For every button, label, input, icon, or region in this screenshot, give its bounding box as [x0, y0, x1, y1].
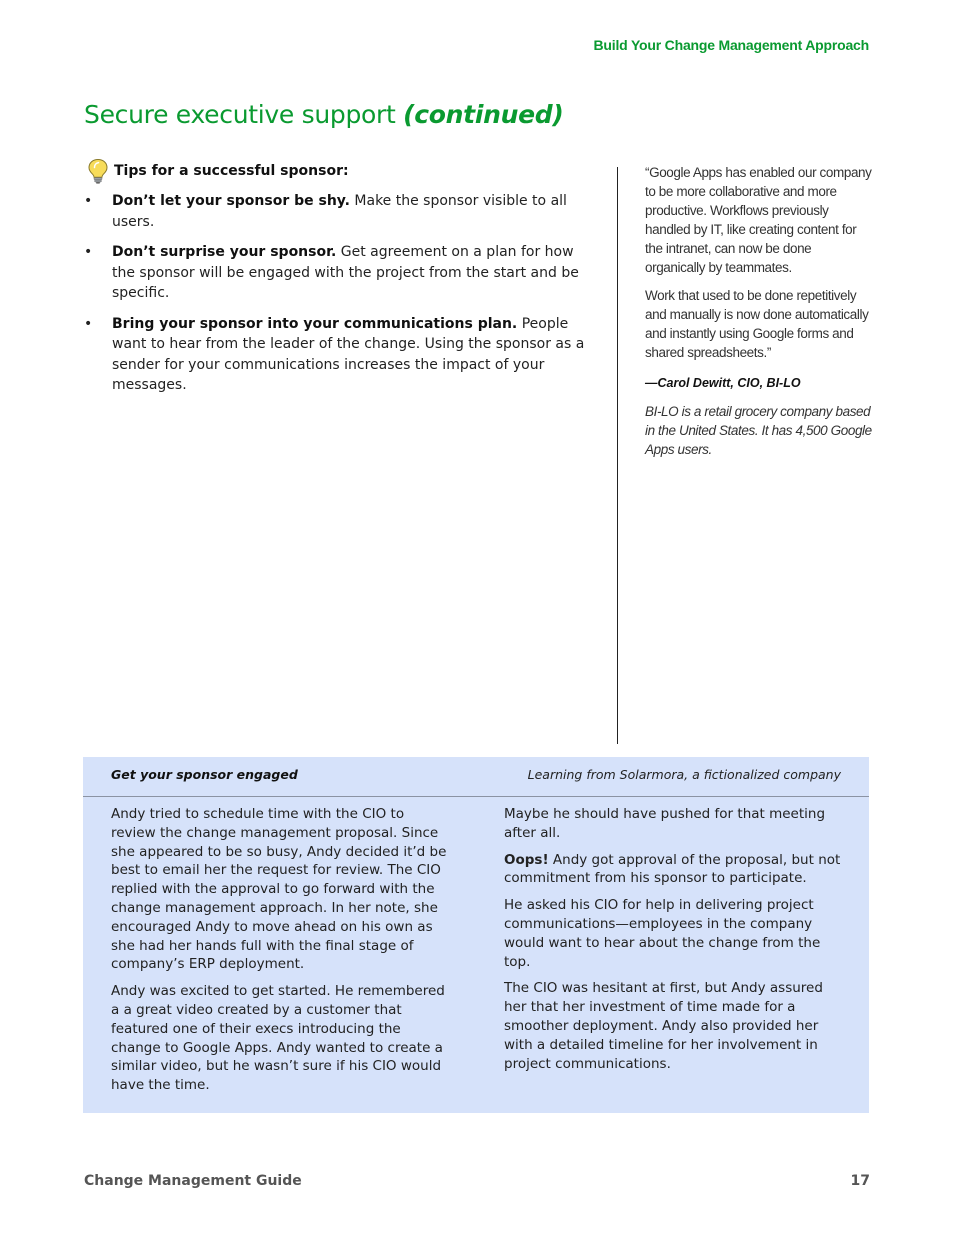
story-paragraph: The CIO was hesitant at first, but Andy assured her that her investment of time made for a smoother deployment. Andy also provided her with a detailed timeline for her involvement in project communications. — [504, 980, 823, 1072]
tip-text: Get agreement on a plan for how the sponsor will be engaged with the project from the start and be specific. — [112, 244, 579, 301]
quote-paragraph: Work that used to be done repetitively and manually is now done automatically and instantly using Google forms and shared spreadsheets.” — [645, 288, 869, 360]
title-main: Secure executive support — [84, 100, 396, 129]
quote-attribution: —Carol Dewitt, CIO, BI-LO — [645, 376, 801, 390]
tip-bold: Don’t surprise your sponsor. — [112, 244, 337, 260]
bullet-dot: • — [84, 244, 93, 260]
company-note: BI-LO is a retail grocery company based in the United States. It has 4,500 Google Apps users. — [645, 404, 872, 457]
tip-bold: Don’t let your sponsor be shy. — [112, 193, 350, 209]
tips-heading-label: Tips for a successful sponsor: — [114, 163, 349, 179]
story-header — [83, 757, 869, 797]
story-source: Learning from Solarmora, a fictionalized company — [527, 767, 841, 782]
tip-text: People want to hear from the leader of the change. Using the sponsor as a sender for your communications increases the impact of your messages. — [112, 315, 585, 393]
tips-heading — [86, 158, 349, 184]
title-suffix: (continued) — [403, 100, 564, 129]
story-paragraph: Andy was excited to get started. He remembered a a great video created by a customer that featured one of their execs introducing the change to Google Apps. Andy wanted to create a similar video, but he wasn’t sure if his CIO would have the time. — [111, 983, 445, 1094]
oops-text: Andy got approval of the proposal, but not commitment from his sponsor to participate. — [504, 851, 841, 887]
sidebar-divider — [617, 167, 618, 744]
tip-text: Make the sponsor visible to all users. — [112, 193, 567, 230]
header-section-title: Build Your Change Management Approach — [593, 37, 869, 53]
story-box — [83, 757, 869, 1113]
quote-paragraph: “Google Apps has enabled our company to be more collaborative and more productive. Workflows previously handled by IT, like creating content for the intranet, can now be done organically by teammates. — [645, 165, 872, 275]
tips-list — [84, 191, 594, 406]
list-item — [84, 191, 594, 232]
footer-title: Change Management Guide — [84, 1173, 302, 1189]
oops-label: Oops! — [504, 851, 549, 868]
story-title: Get your sponsor engaged — [111, 767, 298, 782]
customer-quote — [645, 163, 873, 468]
lightbulb-icon — [86, 158, 110, 184]
tip-bold: Bring your sponsor into your communications plan. — [112, 315, 518, 332]
list-item — [84, 314, 594, 396]
list-item — [84, 242, 594, 304]
page-number: 17 — [850, 1173, 870, 1189]
story-paragraph: He asked his CIO for help in delivering project communications—employees in the company would want to hear about the change from the top. — [504, 897, 821, 970]
story-paragraph: Andy tried to schedule time with the CIO to review the change management proposal. Since she appeared to be so busy, Andy decided it’d be best to email her the request for review. The CIO replied with the approval to go forward with the change management approach. In her note, she encouraged Andy to move ahead on his own as she had her hands full with the final stage of company’s ERP deployment. — [111, 806, 447, 973]
bullet-dot: • — [84, 193, 93, 209]
page-title — [84, 100, 563, 129]
story-column-right — [504, 805, 844, 1081]
bullet-dot: • — [84, 315, 93, 332]
story-paragraph-oops — [504, 851, 844, 889]
story-column-left — [111, 805, 451, 1103]
story-paragraph: Maybe he should have pushed for that meeting after all. — [504, 806, 826, 841]
